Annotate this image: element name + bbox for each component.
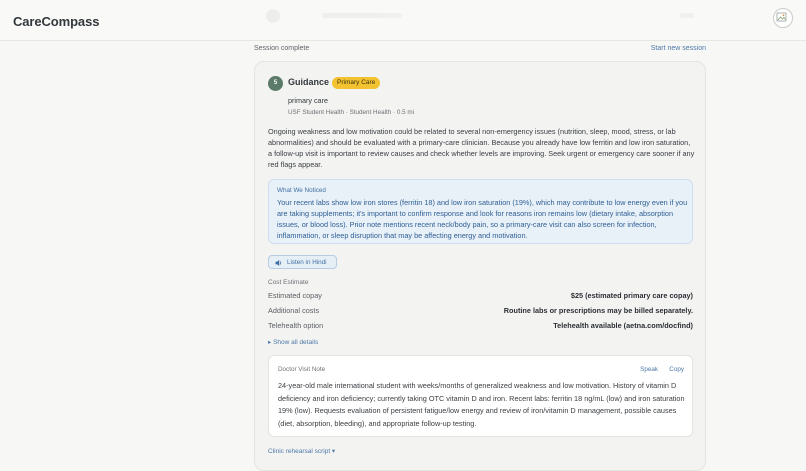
clinic-rehearsal-script-toggle[interactable]: Clinic rehearsal script ▾	[268, 448, 336, 455]
speak-button[interactable]: Speak	[640, 366, 658, 373]
session-row	[254, 45, 706, 57]
doctor-note-text: 24-year-old male international student with weeks/months of generalized weakness and low motivation. History of vitamin D deficiency and iron deficiency; currently taking OTC vitamin D and iron. Recent labs: ferritin 18 ng/mL (low) and iron saturation 19% (low). Requests evaluation of persistent fatigue/low energy and review of iron/vitamin D management, possible causes (diet, absorption, bleeding), and appropriate follow-up testing.	[278, 381, 685, 428]
what-we-noticed-box	[268, 179, 693, 244]
listen-label: Listen in Hindi	[287, 259, 327, 266]
guidance-summary: Ongoing weakness and low motivation could be related to several non-emergency issues (nutrition, sleep, mood, stress, or lab abnormalities) and should be evaluated with a primary-care clinician. Because you already have low ferritin and low iron saturation, a follow-up visit is important to review causes and check whether levels are improving. Seek urgent or emergency care sooner if any red flags appear.	[268, 127, 695, 169]
doctor-visit-note	[268, 355, 693, 437]
doctor-note-title: Doctor Visit Note	[278, 366, 326, 373]
cost-row	[268, 306, 693, 317]
card-title: Guidance	[288, 77, 330, 87]
guidance-card	[254, 61, 706, 471]
cost-row	[268, 321, 693, 332]
top-bar	[0, 0, 806, 41]
cost-label: Telehealth option	[268, 321, 324, 330]
cost-value: $25 (estimated primary care copay)	[570, 291, 693, 300]
cost-value: Routine labs or prescriptions may be billed separately.	[503, 306, 693, 315]
speaker-icon	[275, 259, 283, 267]
cost-value: Telehealth available (aetna.com/docfind)	[553, 321, 693, 330]
broken-image-icon	[776, 11, 790, 25]
cost-row	[268, 291, 693, 302]
cost-label: Additional costs	[268, 306, 320, 315]
care-type: primary care	[288, 96, 328, 105]
listen-in-hindi-button[interactable]	[268, 255, 337, 269]
provider-info: USF Student Health · Student Health · 0.5 mi	[288, 109, 414, 116]
care-level-badge: Primary Care	[332, 77, 380, 89]
brand-logo[interactable]: CareCompass	[13, 14, 100, 29]
copy-button[interactable]: Copy	[669, 366, 684, 373]
show-all-details-toggle[interactable]: ▸ Show all details	[268, 339, 319, 346]
faded-header-overlay	[262, 5, 702, 27]
session-status: Session complete	[254, 45, 310, 52]
what-we-noticed-title: What We Noticed	[277, 187, 326, 194]
cost-estimate-heading: Cost Estimate	[268, 279, 309, 286]
cost-label: Estimated copay	[268, 291, 322, 300]
start-new-session-link[interactable]: Start new session	[650, 45, 706, 52]
step-number-badge: 5	[268, 76, 283, 91]
avatar[interactable]	[773, 8, 793, 28]
what-we-noticed-text: Your recent labs show low iron stores (ferritin 18) and low iron saturation (19%), which may contribute to low energy even if you are taking supplements; it's important to confirm response and look for reasons iron remains low (dietary intake, absorption issues, or blood loss). Prior note mentions recent neck/body pain, so a primary-care visit can also screen for infection, inflammation, or sleep disruption that may be affecting energy and motivation.	[277, 198, 688, 240]
